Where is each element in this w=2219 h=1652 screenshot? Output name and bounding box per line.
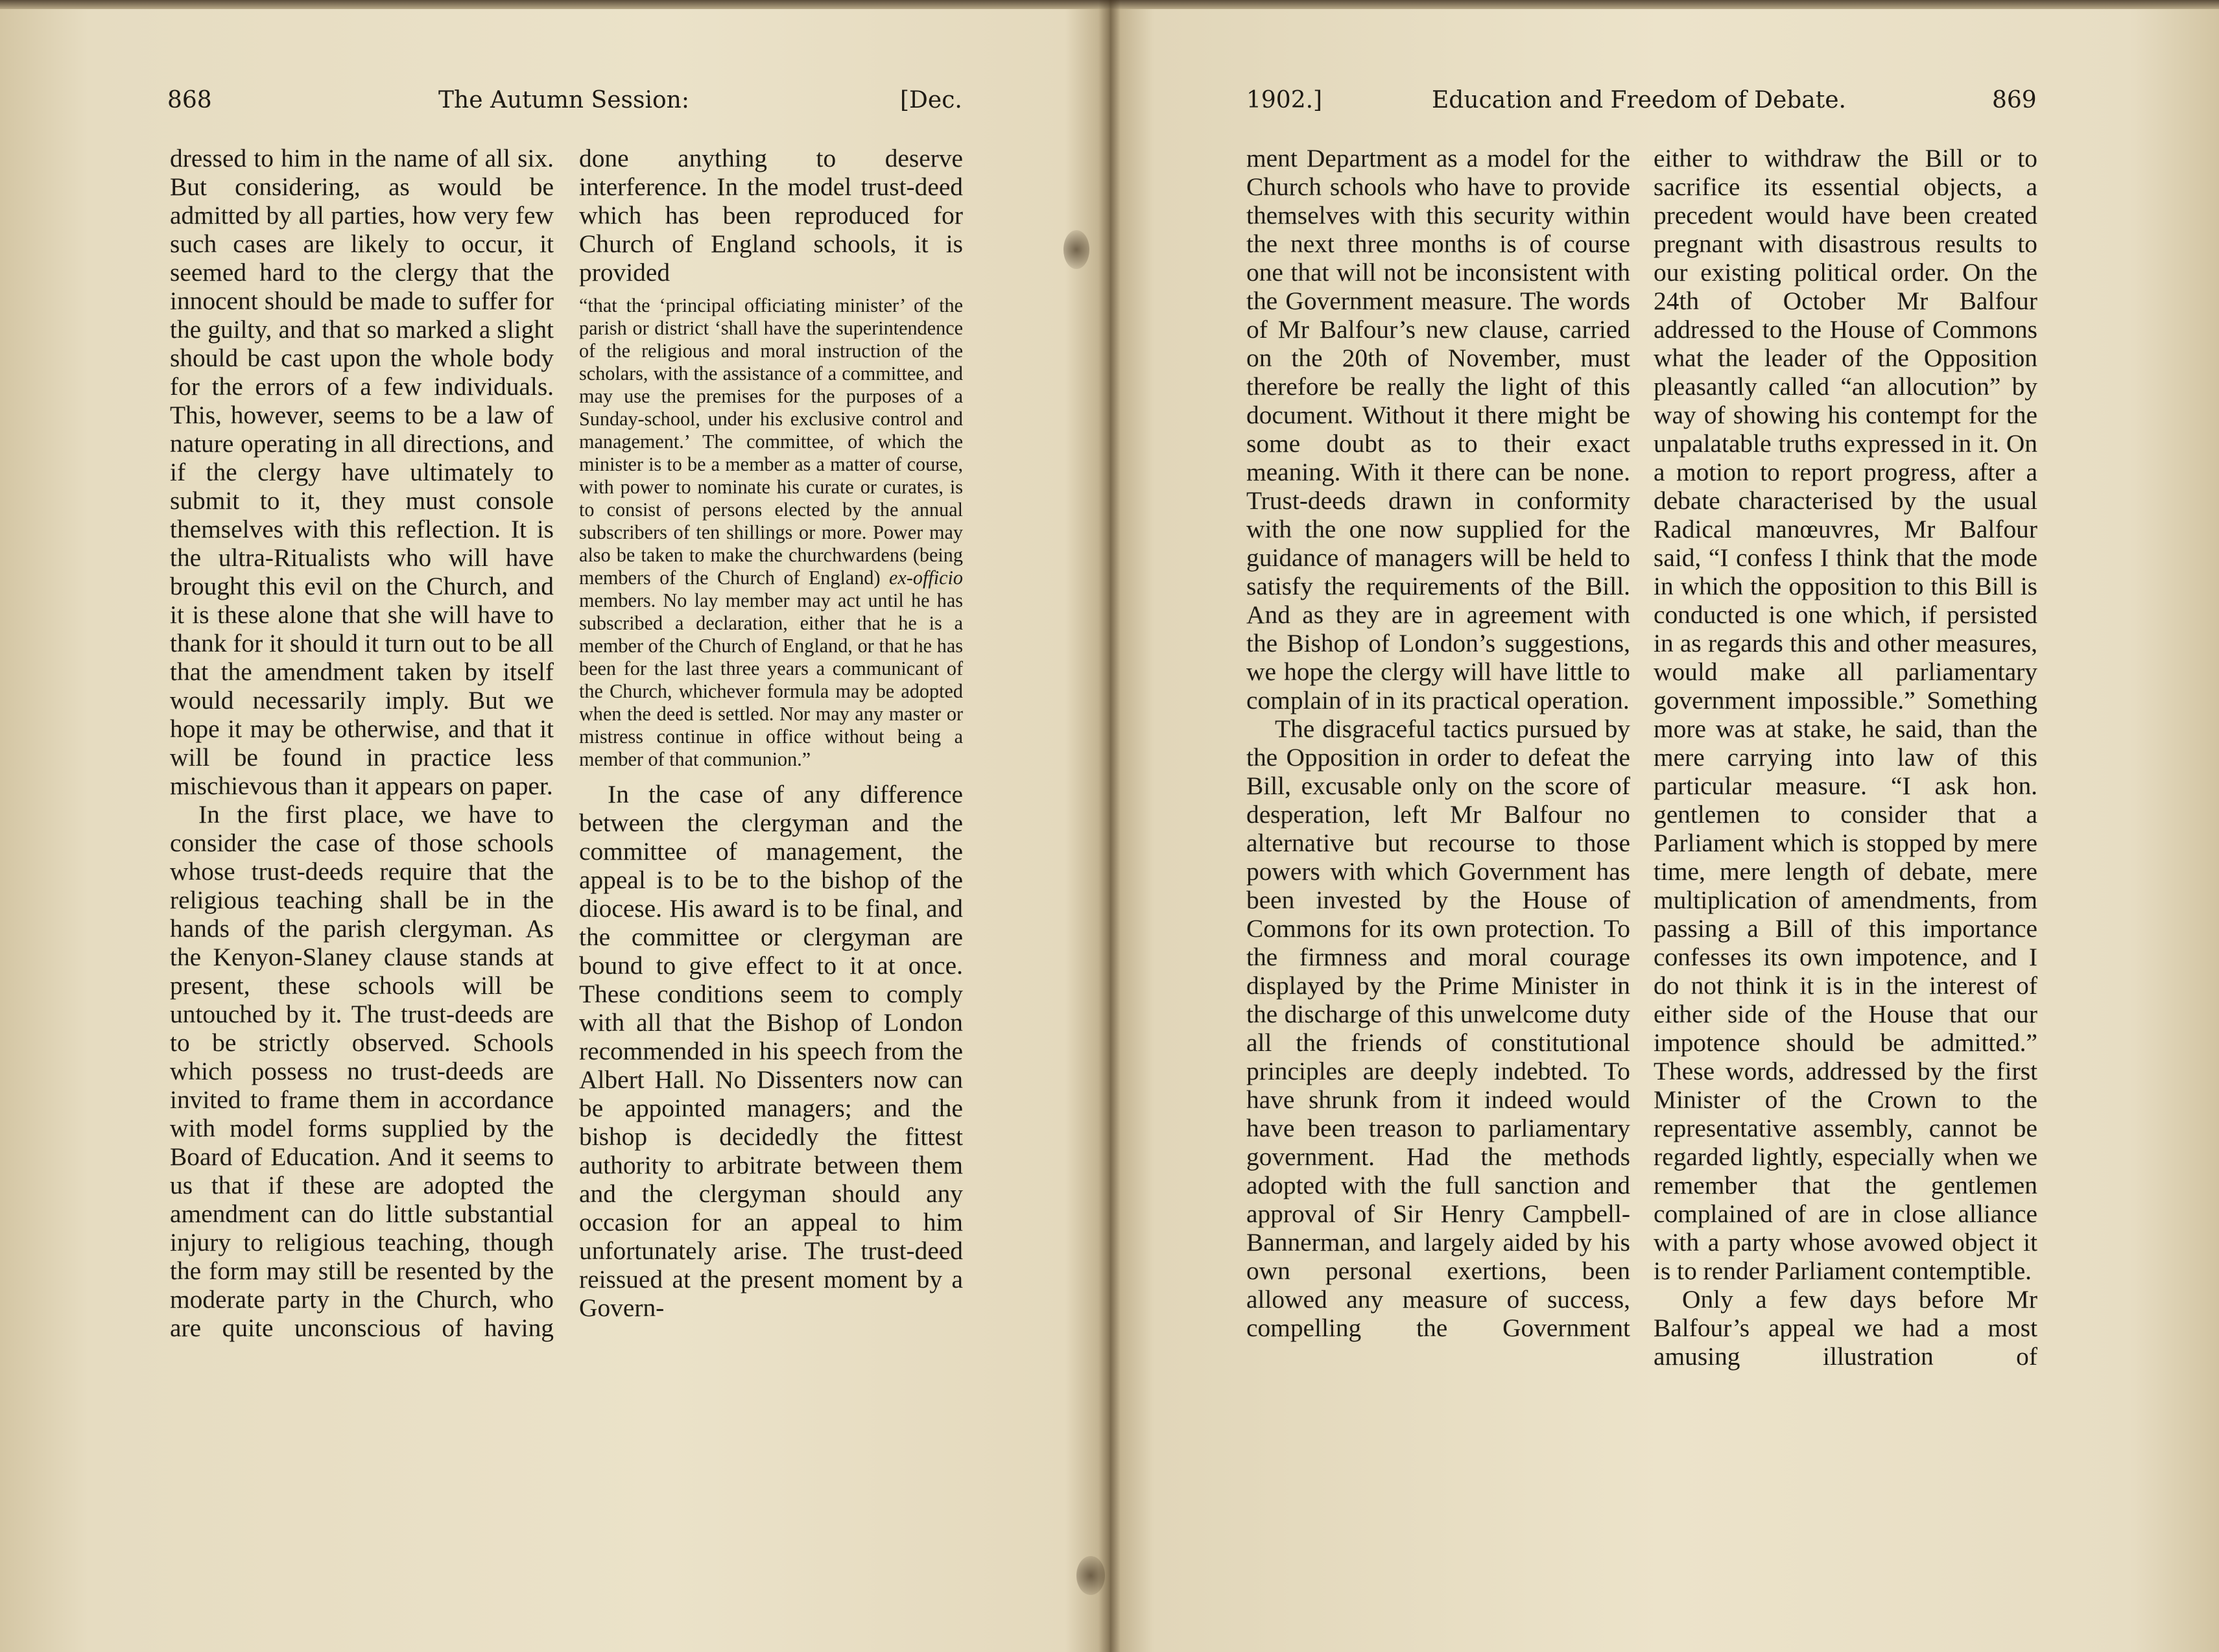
text-column-1 bbox=[170, 144, 554, 1342]
page-number: 868 bbox=[167, 87, 212, 113]
paragraph: Only a few days before Mr Balfour’s appeal we had a most amusing illustration of bbox=[1654, 1285, 2037, 1371]
running-date: [Dec. bbox=[900, 87, 962, 113]
right-page bbox=[1117, 0, 2219, 1652]
page-number: 869 bbox=[1992, 87, 2037, 113]
running-title: Education and Freedom of Debate. bbox=[1432, 87, 1846, 113]
running-title: The Autumn Session: bbox=[438, 87, 689, 113]
left-page bbox=[0, 0, 1102, 1652]
paragraph: ment Department as a model for the Church schools who have to provide themselves with this security within the next three months is of course one that will not be inconsistent with the Government measure. The words of Mr Balfour’s new clause, carried on the 20th of November, must therefore be really the light of this document. Without it there might be some doubt as to their exact meaning. With it there can be none. Trust-deeds drawn in conformity with the one now supplied for the guidance of managers will be held to satisfy the requirements of the Bill. And as they are in agreement with the Bishop of London’s suggestions, we hope the clergy will have little to complain of in its practical operation. bbox=[1246, 144, 1630, 714]
block-quote bbox=[579, 294, 963, 771]
paragraph: The disgraceful tactics pursued by the Opposition in order to defeat the Bill, excusable only on the score of desperation, left Mr Balfour no alternative but recourse to those powers with which Government has been invested by the House of Commons for its own protection. To the firmness and moral courage displayed by the Prime Minister in the discharge of this unwelcome duty all the friends of constitutional principles are deeply indebted. To have shrunk from it indeed would have been treason to parliamentary government. Had the methods adopted with the full sanction and approval of Sir Henry Campbell-Bannerman, and largely aided by his own personal exertions, been allowed any measure of success, compelling the Government bbox=[1246, 714, 1630, 1342]
quote-text: “that the ‘principal officiating minister’ of the parish or district ‘shall have the superintendence of the religious and moral instruction of the scholars, with the assistance of a committee, and may use the premises for the purposes of a Sunday-school, under his exclusive control and management.’ The committee, of which the minister is to be a member as a matter of course, with power to nominate his curate or curates, is to consist of persons elected by the annual subscribers of ten shillings or more. Power may also be taken to make the churchwardens (being members of the Church of England) bbox=[579, 294, 963, 589]
paragraph: done anything to deserve interference. In the model trust-deed which has been reproduced for Church of England schools, it is provided bbox=[579, 144, 963, 287]
text-column-2 bbox=[579, 144, 963, 1322]
paragraph: In the first place, we have to consider the case of those schools whose trust-deeds require that the religious teaching shall be in the hands of the parish clergyman. As the Kenyon-Slaney clause stands at present, these schools will be untouched by it. The trust-deeds are to be strictly observed. Schools which possess no trust-deeds are invited to frame them in accordance with model forms supplied by the Board of Education. And it seems to us that if these are adopted the amendment can do little substantial injury to religious teaching, though the form may still be resented by the moderate party in the Church, who are quite unconscious of having bbox=[170, 800, 554, 1342]
text-column-1 bbox=[1246, 144, 1630, 1342]
paragraph: either to withdraw the Bill or to sacrifice its essential objects, a precedent would have been created pregnant with disastrous results to our existing political order. On the 24th of October Mr Balfour addressed to the House of Commons what the leader of the Opposition pleasantly called “an allocution” by way of showing his contempt for the unpalatable truths expressed in it. On a motion to report progress, after a debate characterised by the usual Radical manœuvres, Mr Balfour said, “I confess I think that the mode in which the opposition to this Bill is conducted is one which, if persisted in as regards this and other measures, would make all parliamentary government impossible.” Something more was at stake, he said, than the mere carrying into law of this particular measure. “I ask hon. gentlemen to consider that a Parliament which is stopped by mere time, mere length of debate, mere multiplication of amendments, from passing a Bill of this importance confesses its own impotence, and I do not think it is in the interest of either side of the House that our impotence should be admitted.” These words, addressed by the first Minister of the Crown to the representative assembly, cannot be regarded lightly, especially when we remember that the gentlemen complained of are in close alliance with a party whose avowed object it is to render Parliament contemptible. bbox=[1654, 144, 2037, 1285]
text-column-2 bbox=[1654, 144, 2037, 1371]
paragraph: dressed to him in the name of all six. But considering, as would be admitted by all parties, how very few such cases are likely to occur, it seemed hard to the clergy that the innocent should be made to suffer for the guilty, and that so marked a slight should be cast upon the whole body for the errors of a few individuals. This, however, seems to be a law of nature operating in all directions, and if the clergy have ultimately to submit to it, they must console themselves with this reflection. It is the ultra-Ritualists who will have brought this evil on the Church, and it is these alone that she will have to thank for it should it turn out to be all that the amendment taken by itself would necessarily imply. But we hope it may be otherwise, and that it will be found in practice less mischievous than it appears on paper. bbox=[170, 144, 554, 800]
quote-text: members. No lay member may act until he has subscribed a declaration, either that he is a member of the Church of England, or that he has been for the last three years a communicant of the Church, whichever formula may be adopted when the deed is settled. Nor may any master or mistress continue in office without being a member of that communion.” bbox=[579, 589, 963, 770]
paragraph: In the case of any difference between the clergyman and the committee of management, the appeal is to be to the bishop of the diocese. His award is to be final, and the committee or clergyman are bound to give effect to it at once. These conditions seem to comply with all that the Bishop of London recommended in his speech from the Albert Hall. No Dissenters now can be appointed managers; and the bishop is decidedly the fittest authority to arbitrate between them and the clergyman should any occasion for an appeal to him unfortunately arise. The trust-deed reissued at the present moment by a Govern- bbox=[579, 780, 963, 1322]
quote-italic-term: ex-officio bbox=[889, 567, 963, 589]
running-date: 1902.] bbox=[1246, 87, 1323, 113]
